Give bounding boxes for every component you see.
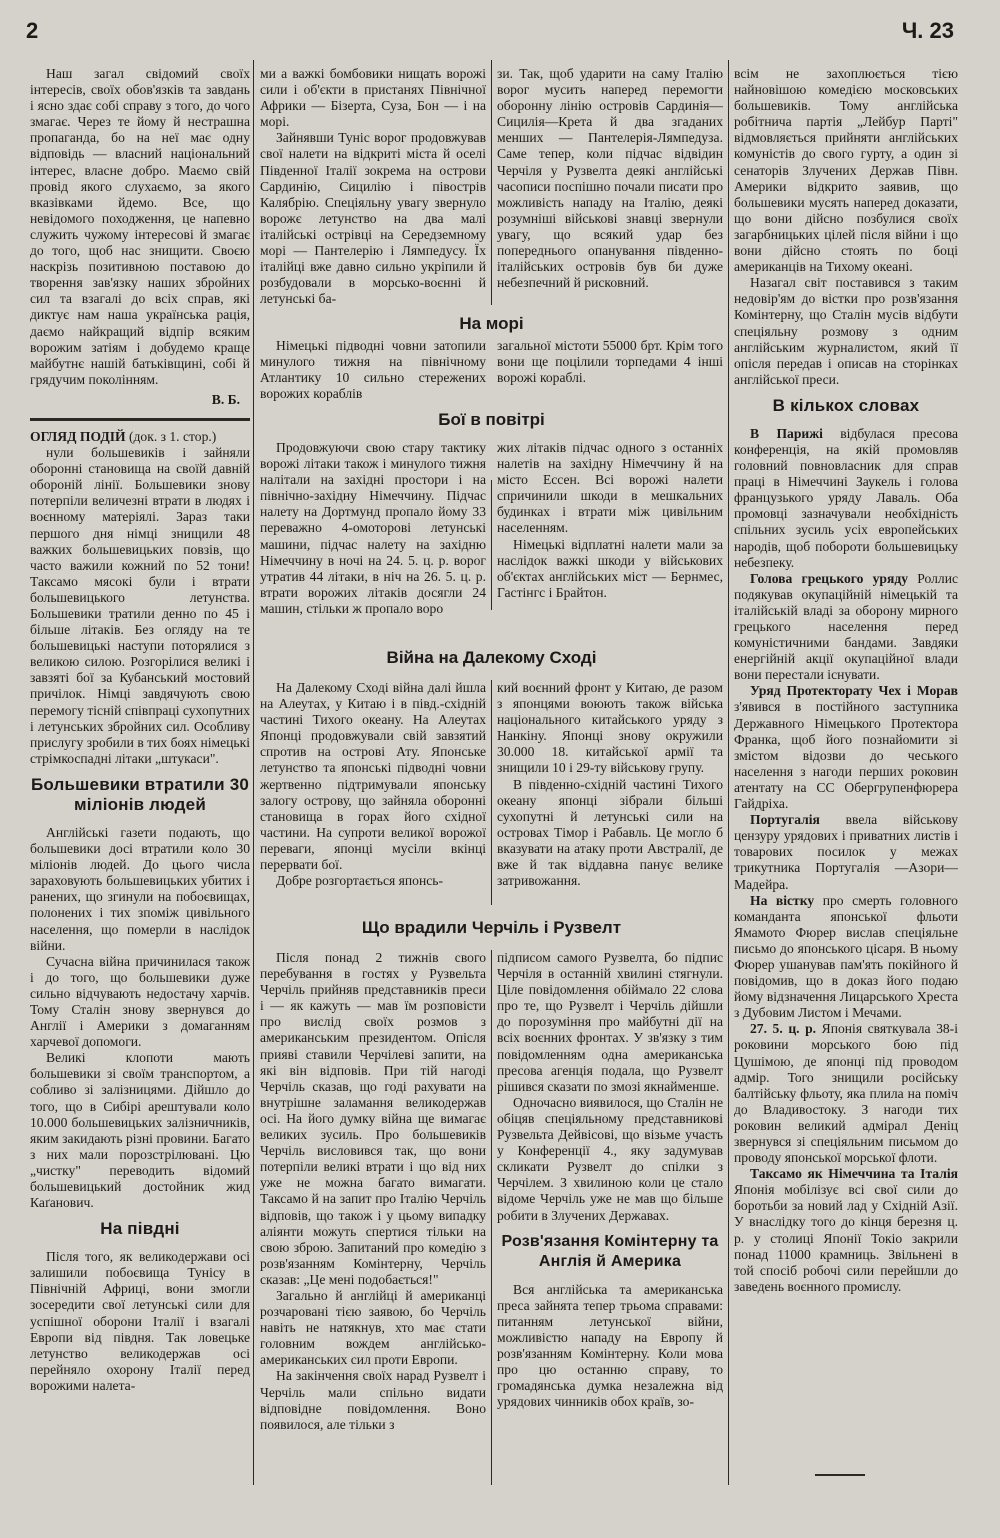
signature: В. Б.	[211, 391, 240, 407]
losses-paragraph-2: Сучасна війна причинилася також і до того, що большевики дуже сильно відчувають недостачу харчів. Тому Сталін знову звернувся до Англії і Америки з домаганням харчевої допомоги.	[30, 953, 250, 1050]
south-continuation-3: зи. Так, щоб ударити на саму Італію ворог мусить наперед перемогти оборонну лінію островів Сардинія—Сицилія—Крета й два згаданих менших — Пантелерія-Лямпедуза. Саме тепер, коли підчас відвідин Черчіля у Рузвелта деякі англійські часописи поспішно почали писати про можливість нападу на Італію, деякі розумніші військові знавці звернули увагу, що всякий удар без попереднього опанування південно-італійських островів був би дуже небезпечний й рисковний.	[497, 66, 723, 291]
brief-7-lead: Таксамо як Німеччина та Італія	[750, 1166, 958, 1182]
brief-5	[734, 893, 958, 1022]
south-paragraph-2: Зайнявши Туніс ворог продовжував свої налети на відкриті міста й оселі Південної Італії зокрема на острови Сардинію, Сицилію і півострів Калябрію. Спеціяльну увагу звернуло ворожє летунство на два малі італійські острівці на Середземному морі — Пантелерію і Лямпедусу. Їх італійці вже давно сильно укріпили й розбудовали в морсько-воєнні й летунські ба-	[260, 130, 486, 306]
far-east-left-text-1: На Далекому Сході війна далі йшла на Алеутах, у Китаю і в півд.-східній частині Тихого океану. На Алеутах Японці продовжували свій завзятий спротив на острові Ату. Японське летунство та японські підводні човни жертвенно підтримували японську залогу острову, що зайняла оборонні становища в горах його східної частини. На супроти великої ворожої переваги, японці мусіли вкінці перервати бої.	[260, 680, 486, 873]
heading-comintern: Розв'язання Комінтерну та Англія й Америка	[501, 1232, 719, 1270]
losses-paragraph-1: Англійські газети подають, що большевики досі втратили коло 30 міліонів людей. До цього числа зараховують большевицьких убитих і ранених, що згинули на побоєвищах, полонених і тих зпоміж цивільного населення, що померли в наслідок війни.	[30, 824, 250, 953]
south-continuation-2: ми а важкі бомбовики нищать ворожі сили і об'єкти в пристанях Північної Африки — Бізерта, Суза, Бон — і на морі.	[260, 66, 486, 130]
column-2-top	[260, 66, 486, 306]
column-rule-2a	[491, 60, 492, 305]
heading-losses: Большевики втратили 30 міліонів людей	[30, 774, 250, 814]
air-right-text-2: Німецькі відплатні налети мали за наслідок важкі шкоди у військових об'єктах англійських міст — Бернмес, Гастінгс і Брайтон.	[497, 536, 723, 600]
brief-6-text: Японія святкувала 38-і роковини морського бою під Цушімою, де японці під проводом адмір. Того знищили російську балтійську фльоту, яка плила на поміч до Владивостоку. З нагоди тих роковин великий адмірал Деніц звернувся зі спеціяльним письмом до проводу японської морської флоти.	[734, 1021, 958, 1166]
section-divider	[30, 418, 250, 421]
heading-sea: На морі	[459, 314, 524, 333]
churchill-left-text-1: Після понад 2 тижнів свого перебування в гостях у Рузвельта Черчіль прийняв представників преси і — як кажуть — мав їм розповісти про вислід своїх розмов з американським президентом. Опісля прияві ставили Черчілеві запити, на які він відповів. При тій нагоді Черчіль сказав, що годі рахувати на внутрішне заламання великодержав осі. На його думку війна ще вимагає великих зусиль. Про большевиків Черчіль висловився так, що вони потерпіли великі втрати і що від них уже не можна багато вимагати. Таксамо й на запит про Італію Черчіль відповів, що також і у цьому випадку аліянти можуть спертися тільки на свою зброю. Запитаний про комедію з розв'язанням Комінтерну, Черчіль сказав: „Це мені подобається!"	[260, 950, 486, 1287]
brief-4	[734, 812, 958, 892]
sea-right	[497, 338, 723, 408]
churchill-right-text-1: підписом самого Рузвелта, бо підпис Черчіля в останній хвилині стягнули. Ціле повідомлення обіймало 22 слова про те, що Рузвелт і Черчіль дійшли до порозуміння про майбутні дії на всіх воєнних фронтах. У зв'язку з тим повідомленням одна американська пресова агенція подала, що Рузвелт рішився сказати по змозі якнайменше.	[497, 950, 723, 1094]
churchill-left-text-3: На закінчення своїх нарад Рузвелт і Черчіль мали спільно видати відповідне повідомлення. Воно появилося, але тільки з	[260, 1368, 486, 1432]
brief-1	[734, 426, 958, 571]
heading-churchill: Що врадили Черчіль і Рузвелт	[361, 918, 622, 937]
churchill-right	[497, 950, 723, 1485]
review-text: нули большевиків і зайняли оборонні становища на своїй давній обороній лінії. Большевики знову потерпіли величезні втрати в людях і воєнному матеріялі. Зараз таки першого дня німці знищили 48 важких большевицьких повзів, що часто важили кожний по 52 тони! Таксамо мясокі були і втрати большевицького летунства. Большевики тратили денно по 45 і більше літаків. Без огляду на те большевицькі наступи поторялися з великою силою. Розгорілися великі і завзяті бої за Кубанський мостовий причілок. Німці завдячують свою перемогу тісній співпраці сухопутних і летунських збройних сил. Особливу прислугу зробили в тих боях німецькі стрімкоспадні літаки „штукаси".	[30, 445, 250, 766]
column-4	[734, 66, 958, 1461]
air-right	[497, 440, 723, 616]
col4-paragraph-2: Назагал світ поставився з таким недовір'ям до вістки про розв'язання Комінтерну, що Сталін мусів відбути спеціяльну розмову з одним англійським журналистом, який її опісля передав і описав на сторінках англійської преси.	[734, 275, 958, 387]
column-1	[30, 66, 250, 1486]
air-right-text-1: жих літаків підчас одного з останніх налетів на західну Німеччину й на місто Ессен. Всі ворожі налети спричинили шкоди в мешкальних будинках і втрати між цивільним населенням.	[497, 440, 723, 536]
end-rule	[815, 1474, 865, 1476]
brief-3-lead: Уряд Протекторату Чех і Морав	[750, 683, 958, 699]
heading-south: На півдні	[100, 1219, 180, 1239]
heading-briefly: В кількох словах	[772, 395, 920, 415]
brief-6	[734, 1021, 958, 1166]
losses-paragraph-3: Великі клопоти мають большевики зі своїм транспортом, а собливо зі залізницями. Дійшло до того, що в Сибірі арештували коло 10.000 большевицьких залізничників, яким закидають різні провини. Багато з них мали порозстрілювані. Цю „чистку" переводить відомий большевицький достойник жид Каґанович.	[30, 1050, 250, 1211]
brief-7	[734, 1166, 958, 1295]
air-left-text: Продовжуючи свою стару тактику ворожі літаки також і минулого тижня налітали на західні простори і на північно-західну Німеччину. Підчас налету на Дортмунд пропало йому 33 переважно 4-омоторові летунські машини, підчас налету на західню Німеччину в ночі на 24. 5. ц. р. ворог утратив 44 літаки, в ніч на 26. 5. ц. р. втрати ворожих літаків досягли 24 машин, стільки ж пропало воро	[260, 440, 486, 616]
brief-4-lead: Португалія	[750, 812, 820, 828]
brief-1-lead: В Парижі	[750, 425, 823, 441]
page-number-right: Ч. 23	[901, 18, 954, 43]
churchill-left-text-2: Загально й англійці й американці розчаровані тією заявою, бо Черчіль навіть не натякнув, хто має стати головним вождем англійсько-американських сил проти Европи.	[260, 1287, 486, 1368]
brief-4-text: ввела військову цензуру урядових і приватних листів і товарових посилок у межах трикутника Португалія —Азори—Мадейра.	[734, 812, 958, 892]
sea-right-text: загальної містоти 55000 брт. Крім того вони ще поцілили торпедами 4 інші ворожі кораблі.	[497, 338, 723, 386]
col4-continuation: всім не захоплюється тією найновішою комедією московських большевиків. Тому англійська робітнича партія „Лейбур Парті" відмовляється прийняти англійських комуністів до свого гурту, а один зі сенаторів Злучених Держав Півн. Америки відкрито заявив, що большевики мусять наперед доказати, що вони дійсно позбулися своїх загарбницьких цілей після війни і що вони дійсно стоять по боці американців на Тихому океані.	[734, 66, 958, 275]
south-paragraph-1: Після того, як великодержави осі залишили побоєвища Тунісу в Північній Африці, вони змогли зосередити свої летунські сили для успішної оборони Італії і взагалі Европи від півдня. Так ловецьке летунство великодержав осі перейняло охорону Італії перед ворожими налета-	[30, 1249, 250, 1393]
far-east-right-text-2: В південно-східній частині Тихого океану японці зібрали більші сухопутні й летунські сили на островах Тімор і Рабавль. Це могло б вказувати на атаку проти Австралії, де вже й так віддавна панує велике затривожання.	[497, 776, 723, 889]
column-rule-2d	[491, 950, 492, 1485]
column-3-top	[497, 66, 723, 306]
far-east-right	[497, 680, 723, 905]
brief-7-text: Японія мобілізує всі свої сили до боротьби за новий лад у Східній Азії. У внаслідку того до кінця березня ц. р. у столиці Японії Токіо закрили понад 11000 крамниць. Звільнені в той спосіб робочі сили перейшли до заведень воєнного промислу.	[734, 1182, 958, 1294]
brief-3	[734, 683, 958, 812]
column-rule-2b	[491, 480, 492, 610]
brief-5-lead: На вістку	[750, 892, 815, 908]
air-left	[260, 440, 486, 616]
review-continuation: (док. з 1. стор.)	[128, 428, 217, 444]
far-east-right-text-1: кий воєнний фронт у Китаю, де разом з японцями воюють також війська національного китайського уряду з Нанкіну. Японці знову окружили 30.000 18. китайської армії та знищили 10 і 29-ту військову групу.	[497, 680, 723, 776]
intro-paragraph: Наш загал свідомий своїх інтересів, своїх обов'язків та завдань і ясно здає собі справу з того, до чого змагає. Через те йому й нестрашна пропаганда, бо на неї має одну відповідь — власний національний інтерес, власне добро. Маємо свій провід якого слухаємо, за якого вказівками йдемо. Все, що невідомого походження, це напевно служить чужому інтересові й змагає до того, щоб нас знищити. Своєю наскрізь позитивною поставою до творення зав'язку наших збройних сил та взагалі до всіх справ, які диктує нам наша українська рація, даємо найкращий відпір всяким ворожим затіям і добудемо краще майбутнє нашій батьківщині, собі й грядучим поколінням.	[30, 66, 250, 387]
column-rule-1	[253, 60, 254, 1485]
far-east-left	[260, 680, 486, 905]
heading-far-east: Війна на Далекому Сході	[386, 648, 597, 667]
brief-5-text: про смерть головного команданта японської фльоти Ямамото Фюрер вислав спеціяльне письмо до японського цісаря. В ньому Фюрер ушанував пам'ять покійного й повідомив, що в доказ його подаю йому відзначення Лицарського Хреста з Дубовим Листом і Мечами.	[734, 892, 958, 1021]
brief-2-text: Роллис подякував окупаційній німецькій та італійській владі за оборону мирного грецького населення перед комуністичними бандами. Завдяки енергійній акції окупаційної влади вони перестали існувати.	[734, 570, 958, 683]
churchill-left	[260, 950, 486, 1485]
column-rule-2c	[491, 680, 492, 905]
brief-6-lead: 27. 5. ц. р.	[750, 1021, 817, 1037]
brief-3-text: з'явився в постійного заступника Державного Німецького Протектора Франка, щоб його познайомити зі змістом відозви до чеського населення з нагоди перших роковин атентату на СС Обергрупенфюрера Гайдріха.	[734, 699, 958, 812]
page-number-left: 2	[26, 18, 39, 43]
sea-left-text: Німецькі підводні човни затопили минулого тижня на північному Атлантику 10 сильно стережених ворожих кораблів	[260, 338, 486, 402]
review-title: ОГЛЯД ПОДІЙ	[30, 428, 126, 444]
brief-2-lead: Голова грецького уряду	[750, 570, 909, 586]
far-east-left-text-2: Добре розгортається японсь-	[276, 873, 443, 889]
churchill-right-text-2: Одночасно виявилося, що Сталін не обіцяв спеціяльному представникові Рузвельта Дейвісові, що візьме участь у Конференції 4., яку задумував скликати Рузвелт до спілки з Черчілем. З хвилиною коли це стало відоме Черчіль уже не мав що більше робити в Злучених Державах.	[497, 1094, 723, 1223]
brief-1-text: відбулася пресова конференція, на якій промовляв головний повновласник для справ праці в Німеччині Заукель і голова французького уряду Лаваль. Оба промовці зазначували необхідність спільних зусиль усіх европейських народів, щоб побороти большевицьку небезпеку.	[734, 425, 958, 570]
sea-left	[260, 338, 486, 408]
column-rule-3	[728, 60, 729, 1485]
comintern-text: Вся англійська та американська преса зайнята тепер трьома справами: питанням летунської війни, можливістю нападу на Европу й розв'язанням Комінтерну. Коли мова про цю останню справу, то громадянська думка незалежна від урядових чинників обох країв, зо-	[497, 1281, 723, 1410]
heading-air: Бої в повітрі	[438, 410, 545, 429]
brief-2	[734, 571, 958, 684]
